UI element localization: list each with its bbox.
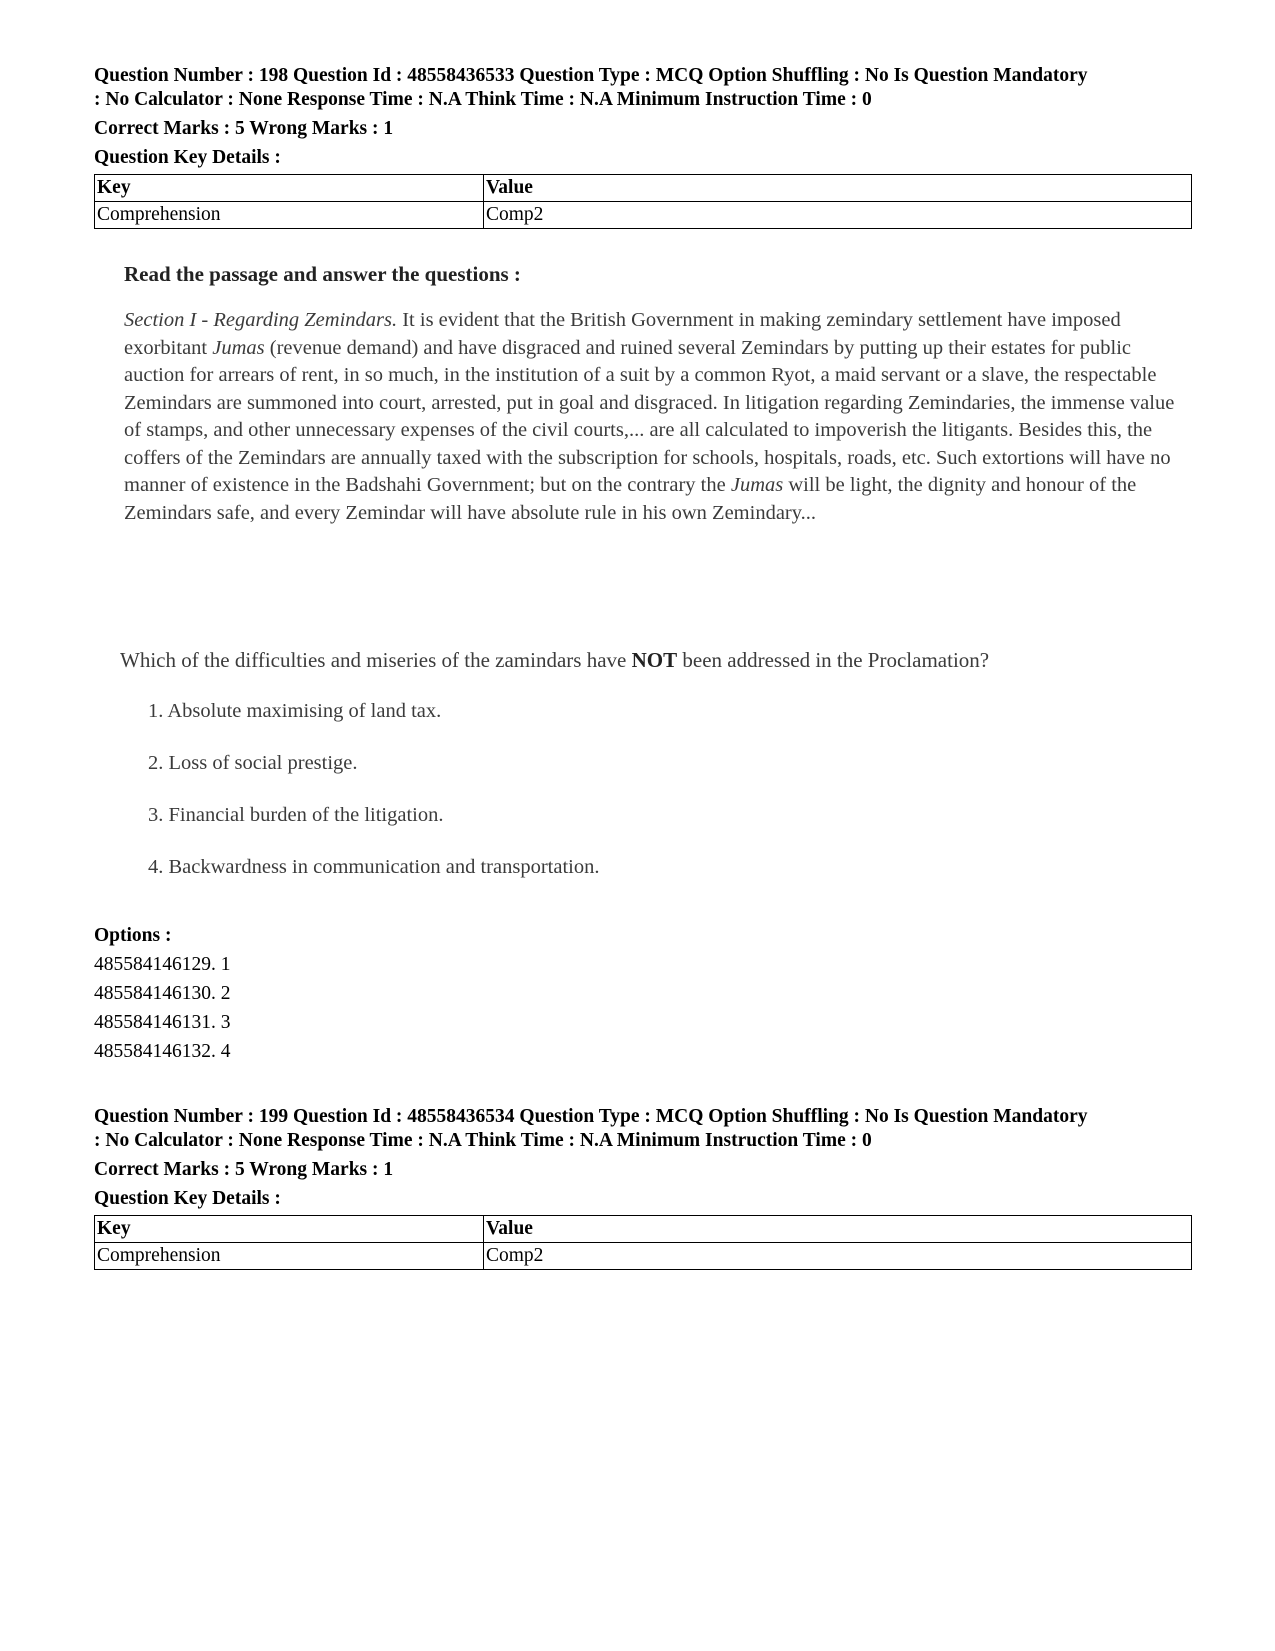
options-label: Options :	[94, 925, 172, 946]
passage-body	[124, 307, 1194, 527]
table-row	[95, 202, 1192, 229]
question-stem-before: Which of the difficulties and miseries of the zamindars have	[120, 648, 632, 672]
table-header-key: Key	[95, 1216, 484, 1243]
statement-1: 1. Absolute maximising of land tax.	[148, 700, 442, 722]
passage-title: Read the passage and answer the questions :	[124, 262, 521, 286]
question-199-header	[94, 1105, 1192, 1270]
question-stem-after: been addressed in the Proclamation?	[677, 648, 990, 672]
passage-text-2: (revenue demand) and have disgraced and ruined several Zemindars by putting up their estates for public auction for arrears of rent, in so much, in the institution of a suit by a common Ryot, a maid servant or a slave, the respectable Zemindars are summoned into court, arrested, put in goal and disgraced. In litigation regarding Zemindaries, the immense value of stamps, and other unnecessary expenses of the civil courts,... are all calculated to impoverish the litigants. Besides this, the coffers of the Zemindars are annually taxed with the subscription for schools, hospitals, roads, etc. Such extortions will have no manner of existence in the Badshahi Government; but on the contrary the	[124, 336, 1175, 496]
statement-3: 3. Financial burden of the litigation.	[148, 804, 444, 826]
passage-section-label: Section I - Regarding Zemindars.	[124, 309, 398, 331]
question-meta-line-1: Question Number : 198 Question Id : 48558436533 Question Type : MCQ Option Shuffling : No Is Question Mandatory	[94, 65, 1088, 86]
table-row	[95, 1243, 1192, 1270]
question-meta-line-1: Question Number : 199 Question Id : 48558436534 Question Type : MCQ Option Shuffling : No Is Question Mandatory	[94, 1106, 1088, 1127]
key-details-label: Question Key Details :	[94, 147, 281, 168]
table-cell-key: Comprehension	[95, 1243, 484, 1270]
passage-text-3: will be light, the dignity and honour of the Zemindars safe, and every Zemindar will have absolute rule in his own Zemindary...	[124, 474, 1137, 524]
table-cell-value: Comp2	[484, 1243, 1192, 1270]
table-header-key: Key	[95, 175, 484, 202]
statement-4: 4. Backwardness in communication and transportation.	[148, 856, 600, 878]
table-cell-value: Comp2	[484, 202, 1192, 229]
question-meta-line-2: : No Calculator : None Response Time : N.A Think Time : N.A Minimum Instruction Time : 0	[94, 1130, 872, 1151]
marks-line: Correct Marks : 5 Wrong Marks : 1	[94, 118, 394, 139]
marks-line: Correct Marks : 5 Wrong Marks : 1	[94, 1159, 394, 1180]
table-header-value: Value	[484, 175, 1192, 202]
option-1: 485584146129. 1	[94, 954, 231, 975]
table-header-value: Value	[484, 1216, 1192, 1243]
passage-jumas-1: Jumas	[212, 336, 265, 359]
table-header-row	[95, 175, 1192, 202]
passage-jumas-2: Jumas	[730, 474, 784, 496]
table-cell-key: Comprehension	[95, 202, 484, 229]
option-2: 485584146130. 2	[94, 983, 231, 1004]
statement-2: 2. Loss of social prestige.	[148, 752, 358, 774]
options-block	[94, 924, 231, 1064]
question-stem-bold: NOT	[631, 648, 678, 672]
passage-text-1: It is evident that the British Government in making zemindary settlement have imposed exorbitant	[124, 309, 1121, 359]
option-4: 485584146132. 4	[94, 1041, 231, 1062]
key-details-label: Question Key Details :	[94, 1188, 281, 1209]
key-details-table	[94, 174, 1192, 229]
question-198-header	[94, 64, 1192, 229]
question-stem	[120, 648, 989, 673]
passage-image	[120, 262, 1200, 527]
key-details-table	[94, 1215, 1192, 1270]
question-meta-line-2: : No Calculator : None Response Time : N.A Think Time : N.A Minimum Instruction Time : 0	[94, 89, 872, 110]
table-header-row	[95, 1216, 1192, 1243]
option-3: 485584146131. 3	[94, 1012, 231, 1033]
